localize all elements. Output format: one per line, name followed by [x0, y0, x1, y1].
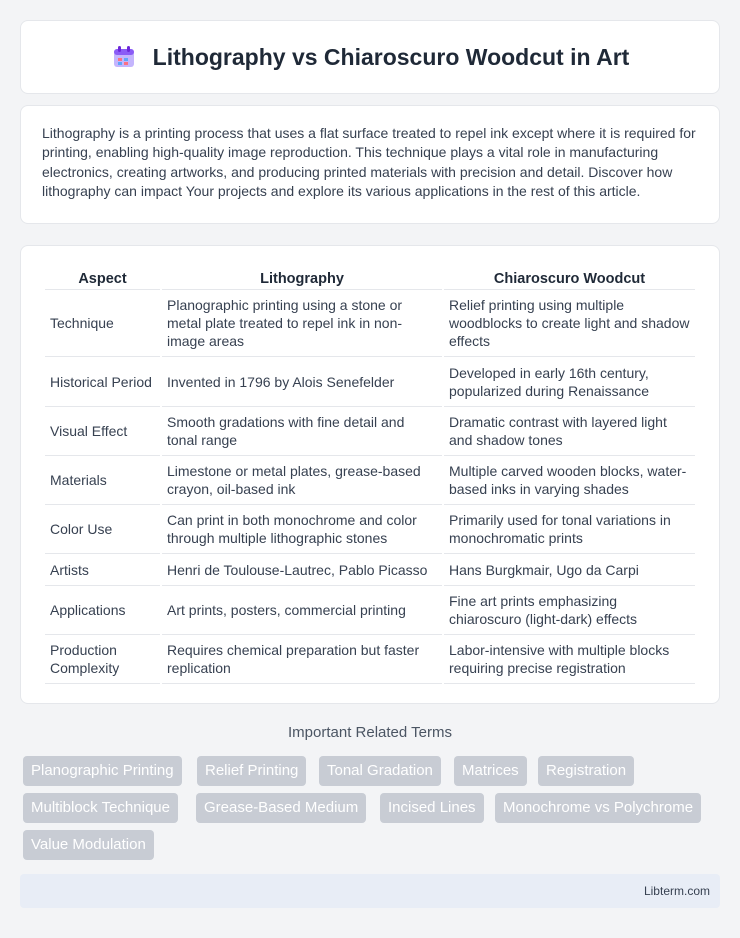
table-row	[45, 505, 695, 554]
table-cell: Limestone or metal plates, grease-based crayon, oil-based ink	[162, 456, 442, 505]
table-cell: Can print in both monochrome and color through multiple lithographic stones	[162, 505, 442, 554]
table-cell: Primarily used for tonal variations in monochromatic prints	[444, 505, 695, 554]
table-cell: Visual Effect	[45, 407, 160, 456]
related-term-tag[interactable]: Relief Printing	[197, 756, 306, 786]
page-title: Lithography vs Chiaroscuro Woodcut in Art	[152, 43, 630, 70]
table-cell: Technique	[45, 290, 160, 357]
related-term-tag[interactable]: Matrices	[454, 756, 527, 786]
related-term-tag[interactable]: Registration	[538, 756, 634, 786]
calendar-icon	[111, 44, 137, 70]
related-term-tag[interactable]: Tonal Gradation	[319, 756, 441, 786]
table-cell: Applications	[45, 586, 160, 635]
table-row	[45, 554, 695, 586]
intro-text: Lithography is a printing process that uses a flat surface treated to repel ink except where it is required for printing, enabling high-quality image reproduction. This technique plays a vital role in manufacturing electronics, creating artworks, and producing printed materials with precision and detail. Discover how lithography can impact Your projects and explore its various applications in the rest of this article.	[42, 125, 696, 199]
table-row	[45, 586, 695, 635]
table-cell: Requires chemical preparation but faster replication	[162, 635, 442, 684]
table-cell: Dramatic contrast with layered light and shadow tones	[444, 407, 695, 456]
related-term-tag[interactable]: Value Modulation	[23, 830, 154, 860]
related-term-tag[interactable]: Incised Lines	[380, 793, 484, 823]
table-row	[45, 290, 695, 357]
table-cell: Planographic printing using a stone or metal plate treated to repel ink in non-image areas	[162, 290, 442, 357]
table-cell: Multiple carved wooden blocks, water-based inks in varying shades	[444, 456, 695, 505]
table-row	[45, 357, 695, 407]
table-cell: Relief printing using multiple woodblocks to create light and shadow effects	[444, 290, 695, 357]
table-cell: Materials	[45, 456, 160, 505]
table-cell: Developed in early 16th century, popularized during Renaissance	[444, 357, 695, 407]
table-cell: Smooth gradations with fine detail and tonal range	[162, 407, 442, 456]
related-term-tag[interactable]: Multiblock Technique	[23, 793, 178, 823]
footer-site-link[interactable]: Libterm.com	[643, 884, 710, 898]
table-row	[45, 456, 695, 505]
table-cell: Fine art prints emphasizing chiaroscuro (light-dark) effects	[444, 586, 695, 635]
table-row	[45, 407, 695, 456]
column-header: Chiaroscuro Woodcut	[444, 266, 695, 290]
related-term-tag[interactable]: Monochrome vs Polychrome	[495, 793, 701, 823]
table-cell: Labor-intensive with multiple blocks requiring precise registration	[444, 635, 695, 684]
column-header: Aspect	[45, 266, 160, 290]
table-cell: Henri de Toulouse-Lautrec, Pablo Picasso	[162, 554, 442, 586]
table-cell: Historical Period	[45, 357, 160, 407]
table-cell: Hans Burgkmair, Ugo da Carpi	[444, 554, 695, 586]
table-cell: Art prints, posters, commercial printing	[162, 586, 442, 635]
comparison-table	[43, 266, 697, 684]
header-card	[20, 20, 720, 94]
table-row	[45, 635, 695, 684]
table-cell: Artists	[45, 554, 160, 586]
related-term-tag[interactable]: Grease-Based Medium	[196, 793, 366, 823]
comparison-table-card	[20, 245, 720, 704]
table-header-row	[45, 266, 695, 290]
table-cell: Invented in 1796 by Alois Senefelder	[162, 357, 442, 407]
related-terms-title: Important Related Terms	[288, 724, 452, 741]
table-cell: Production Complexity	[45, 635, 160, 684]
intro-card	[20, 105, 720, 224]
column-header: Lithography	[162, 266, 442, 290]
footer	[20, 874, 720, 908]
related-term-tag[interactable]: Planographic Printing	[23, 756, 182, 786]
table-cell: Color Use	[45, 505, 160, 554]
